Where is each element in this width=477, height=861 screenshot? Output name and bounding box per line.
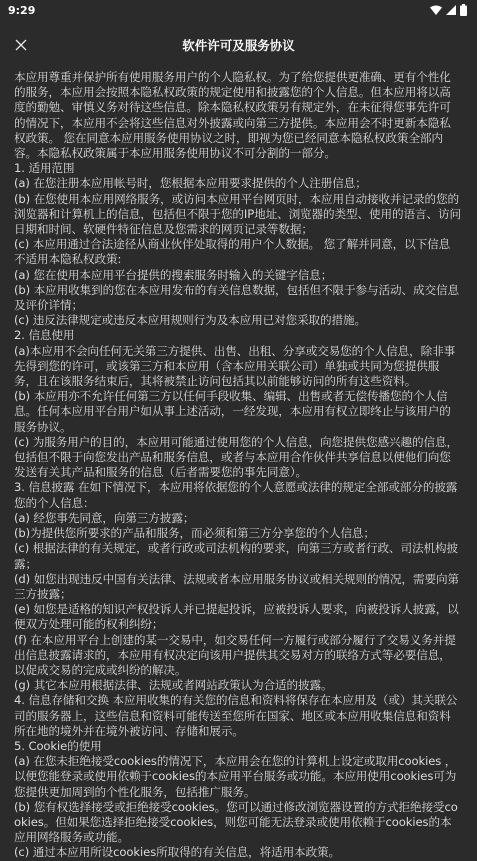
paragraph: (a) 在您注册本应用帐号时，您根据本应用要求提供的个人注册信息； bbox=[14, 176, 367, 191]
intro-paragraph: 本应用尊重并保护所有使用服务用户的个人隐私权。为了给您提供更准确、更有个性化的服务，本应用会按照本隐私权政策的规定使用和披露您的个人信息。但本应用将以高度的勤勉、审慎义务对待这些信息。除本隐私权政策另有规定外，在未征得您事先许可的情况下，本应用不会将这些信息对外披露或向第三方提供。本应用会不时更新本隐私权政策。 您在同意本应用服务使用协议之时，即视为您已经同意本隐私权政策全部内容。本隐私权政策属于本应用服务使用协议不可分割的一部分。 bbox=[14, 70, 451, 161]
paragraph: (g) 其它本应用根据法律、法规或者网站政策认为合适的披露。 bbox=[14, 678, 333, 693]
paragraph: (d) 如您出现违反中国有关法律、法规或者本应用服务协议或相关规则的情况，需要向第三方披露； bbox=[14, 571, 459, 601]
page-title: 软件许可及服务协议 bbox=[182, 38, 295, 53]
paragraph: (b) 本应用收集到的您在本应用发布的有关信息数据，包括但不限于参与活动、成交信息及评价详情； bbox=[14, 282, 459, 313]
paragraph: (a)本应用不会向任何无关第三方提供、出售、出租、分享或交易您的个人信息，除非事先得到您的许可，或该第三方和本应用（含本应用关联公司）单独或共同为您提供服务，且在该服务结束后，其将被禁止访问包括其以前能够访问的所有这些资料。 bbox=[14, 343, 456, 389]
section-heading-usage: 2. 信息使用 bbox=[14, 328, 75, 343]
section-heading-cookie: 5. Cookie的使用 bbox=[14, 738, 102, 753]
status-bar bbox=[0, 0, 477, 22]
status-time: 9:29 bbox=[8, 4, 36, 17]
signal-icon bbox=[446, 5, 456, 18]
paragraph: (c) 为服务用户的目的，本应用可能通过使用您的个人信息，向您提供您感兴趣的信息，包括但不限于向您发出产品和服务信息，或者与本应用合作伙伴共享信息以便他们向您发送有关其产品和服务的信息（后者需要您的事先同意）。 bbox=[14, 434, 458, 480]
agreement-scroll-area[interactable] bbox=[0, 68, 477, 860]
paragraph: (b) 您有权选择接受或拒绝接受cookies。您可以通过修改浏览器设置的方式拒绝接受cookies。但如果您选择拒绝接受cookies，则您可能无法登录或使用依赖于cookies的本应用网络服务或功能。 bbox=[14, 799, 458, 845]
paragraph: (a) 在您未拒绝接受cookies的情况下，本应用会在您的计算机上设定或取用cookies ，以便您能登录或使用依赖于cookies的本应用平台服务或功能。本应用使用cookies可为您提供更加周到的个性化服务，包括推广服务。 bbox=[14, 754, 457, 799]
paragraph: (a) 您在使用本应用平台提供的搜索服务时输入的关键字信息； bbox=[14, 267, 333, 282]
section-heading-disclosure: 3. 信息披露 在如下情况下，本应用将依据您的个人意愿或法律的规定全部或部分的披露您的个人信息： bbox=[14, 480, 458, 510]
status-icons bbox=[430, 4, 467, 19]
paragraph: (c) 通过本应用所设cookies所取得的有关信息，将适用本政策。 bbox=[14, 845, 341, 860]
paragraph: (f) 在本应用平台上创建的某一交易中，如交易任何一方履行或部分履行了交易义务并提出信息披露请求的，本应用有权决定向该用户提供其交易对方的联络方式等必要信息，以促成交易的完成或纠纷的解决。 bbox=[14, 632, 456, 677]
battery-icon bbox=[460, 4, 467, 19]
paragraph: (c) 根据法律的有关规定，或者行政或司法机构的要求，向第三方或者行政、司法机构披露； bbox=[14, 541, 458, 571]
agreement-text bbox=[14, 70, 461, 861]
paragraph: (c) 违反法律规定或违反本应用规则行为及本应用已对您采取的措施。 bbox=[14, 313, 367, 328]
paragraph: (c) 本应用通过合法途径从商业伙伴处取得的用户个人数据。 您了解并同意，以下信息不适用本隐私权政策: bbox=[14, 237, 451, 267]
section-heading-storage: 4. 信息存储和交换 本应用收集的有关您的信息和资料将保存在本应用及（或）其关联公司的服务器上，这些信息和资料可能传送至您所在国家、地区或本应用收集信息和资料所在地的境外并在境外被访问、存储和展示。 bbox=[14, 693, 458, 738]
paragraph: (b) 在您使用本应用网络服务，或访问本应用平台网页时，本应用自动接收并记录的您的浏览器和计算机上的信息，包括但不限于您的IP地址、浏览器的类型、使用的语言、访问日期和时间、软硬件特征信息及您需求的网页记录等数据； bbox=[14, 191, 461, 237]
paragraph: (e) 如您是适格的知识产权投诉人并已提起投诉，应被投诉人要求，向被投诉人披露，以便双方处理可能的权利纠纷； bbox=[14, 602, 459, 632]
paragraph: (a) 经您事先同意，向第三方披露； bbox=[14, 510, 195, 525]
app-bar bbox=[0, 22, 477, 68]
section-heading-scope: 1. 适用范围 bbox=[14, 161, 75, 176]
paragraph: (b) 本应用亦不允许任何第三方以任何手段收集、编辑、出售或者无偿传播您的个人信息。任何本应用平台用户如从事上述活动，一经发现，本应用有权立即终止与该用户的服务协议。 bbox=[14, 389, 451, 434]
wifi-icon bbox=[430, 5, 442, 18]
paragraph: (b)为提供您所要求的产品和服务，而必须和第三方分享您的个人信息； bbox=[14, 526, 375, 541]
